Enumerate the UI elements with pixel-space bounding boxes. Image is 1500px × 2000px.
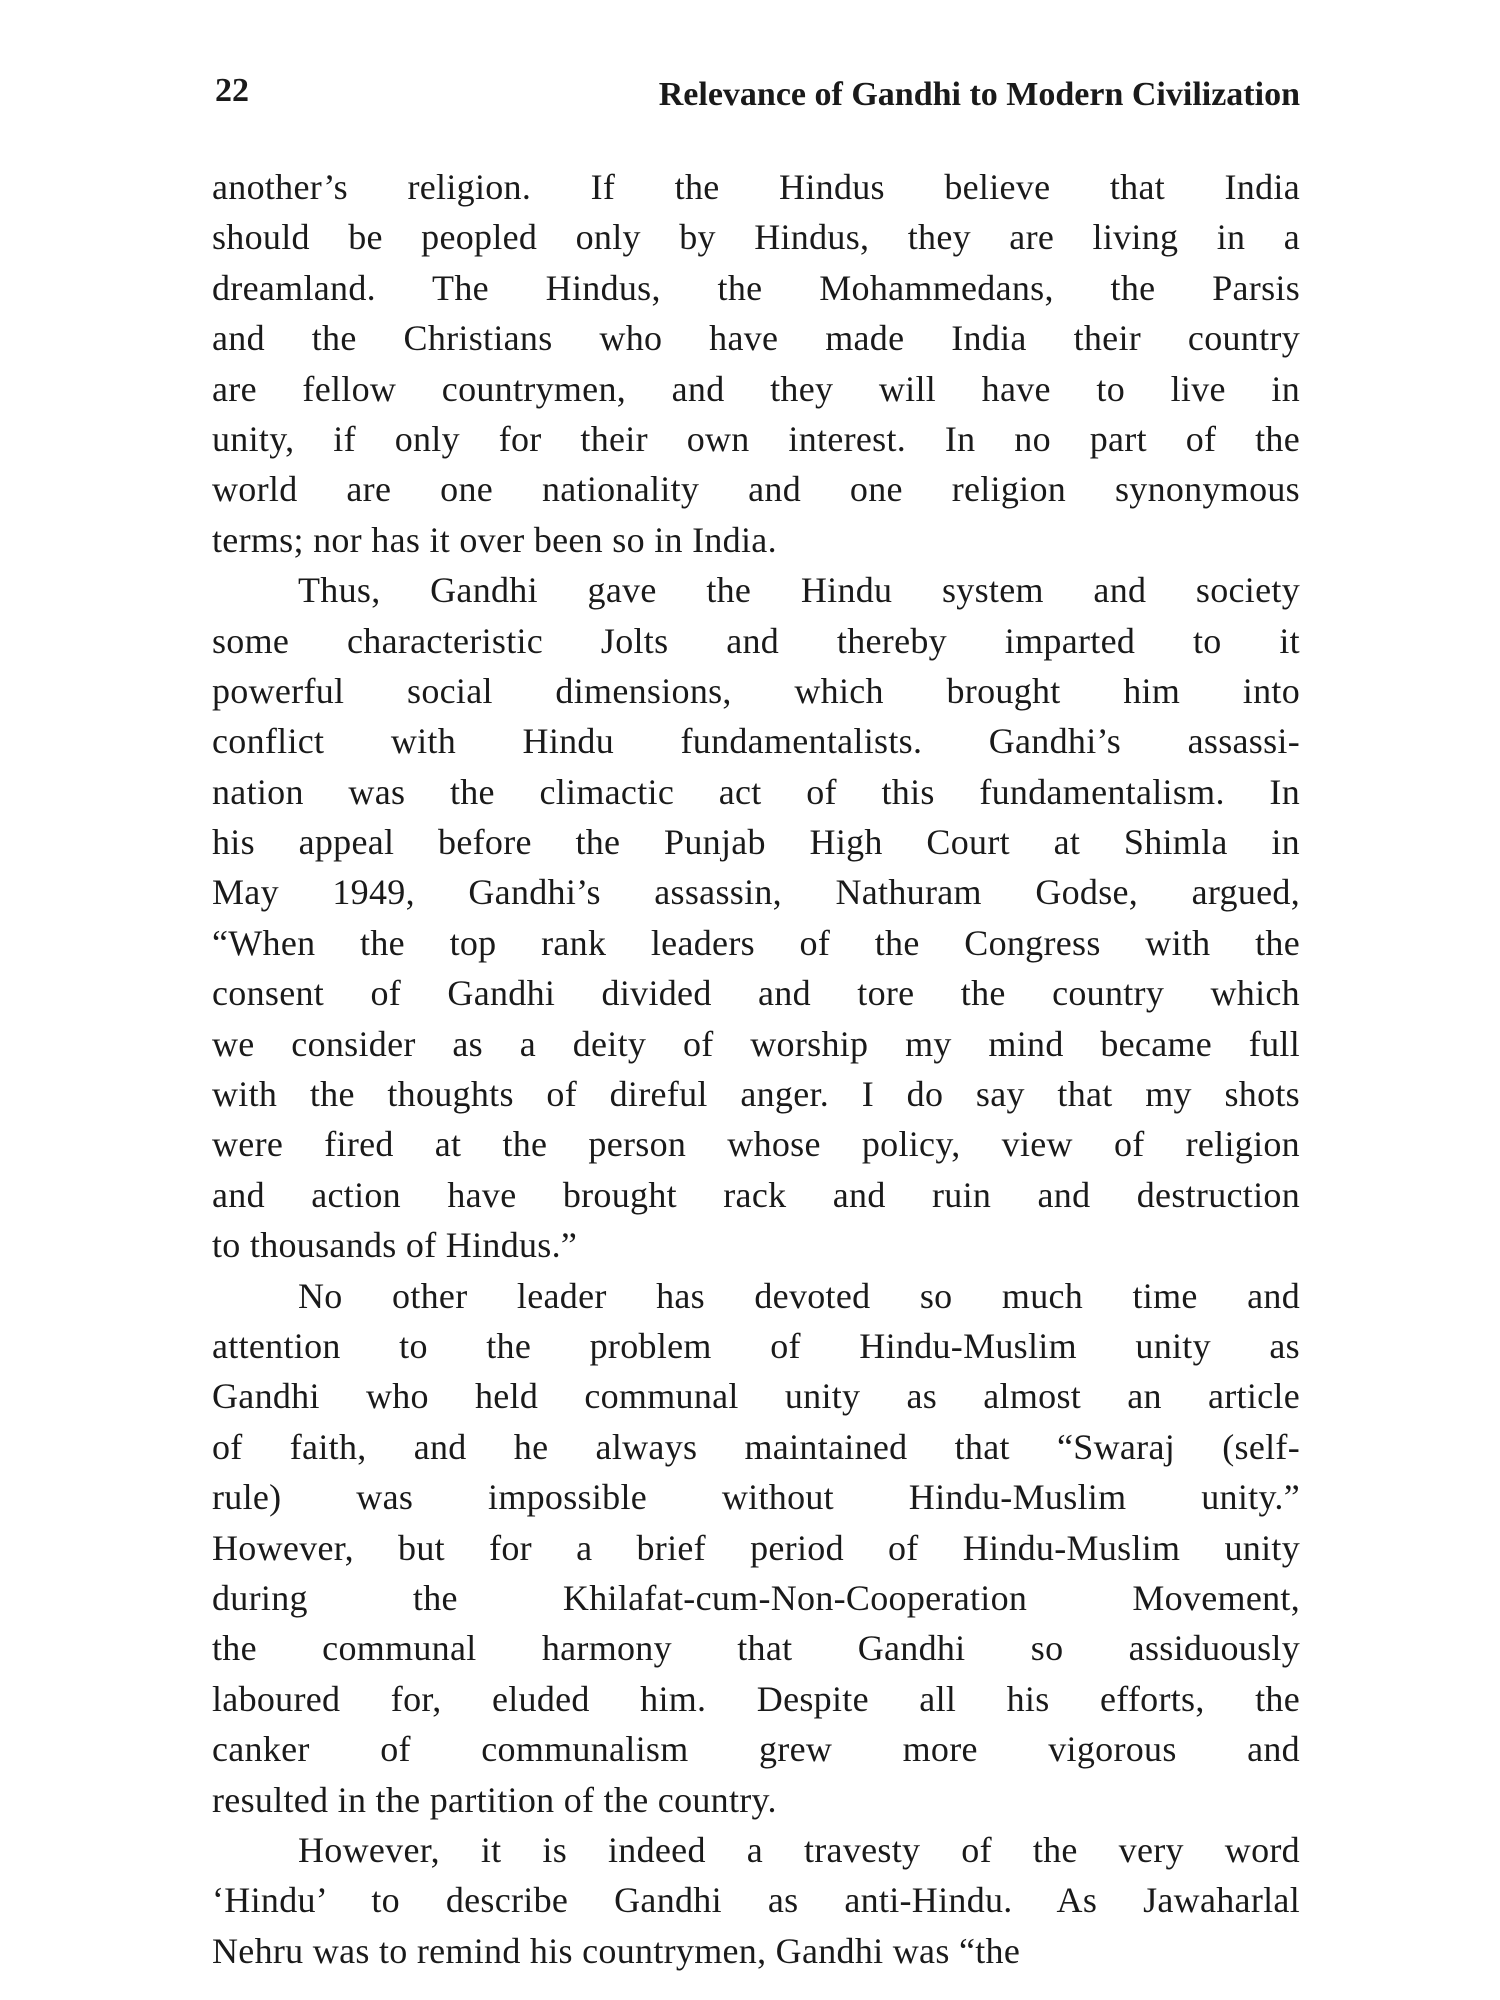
text-line: should be peopled only by Hindus, they are living in a xyxy=(212,217,1300,258)
text-line: world are one nationality and one religion synonymous xyxy=(212,469,1300,510)
text-line: to thousands of Hindus.” xyxy=(212,1225,578,1266)
text-line: No other leader has devoted so much time and xyxy=(298,1275,1300,1316)
page-number: 22 xyxy=(215,72,249,109)
text-line: and the Christians who have made India their country xyxy=(212,318,1300,359)
text-line: Gandhi who held communal unity as almost an article xyxy=(212,1376,1300,1417)
text-line: with the thoughts of direful anger. I do say that my shots xyxy=(212,1074,1300,1115)
text-line: are fellow countrymen, and they will have to live in xyxy=(212,368,1300,409)
text-line: his appeal before the Punjab High Court at Shimla in xyxy=(212,822,1300,863)
text-line: of faith, and he always maintained that “Swaraj (self- xyxy=(212,1426,1300,1467)
text-line: resulted in the partition of the country. xyxy=(212,1779,777,1820)
text-line: were fired at the person whose policy, view of religion xyxy=(212,1124,1300,1165)
text-line: ‘Hindu’ to describe Gandhi as anti-Hindu. As Jawaharlal xyxy=(212,1880,1300,1921)
text-line: laboured for, eluded him. Despite all his efforts, the xyxy=(212,1678,1300,1719)
text-line: Thus, Gandhi gave the Hindu system and society xyxy=(298,570,1300,611)
text-line: conflict with Hindu fundamentalists. Gandhi’s assassi- xyxy=(212,721,1300,762)
text-line: dreamland. The Hindus, the Mohammedans, the Parsis xyxy=(212,267,1300,308)
running-header xyxy=(215,72,1300,116)
text-line: and action have brought rack and ruin and destruction xyxy=(212,1174,1300,1215)
text-line: the communal harmony that Gandhi so assiduously xyxy=(212,1628,1300,1669)
text-line: attention to the problem of Hindu-Muslim unity as xyxy=(212,1325,1300,1366)
text-line: unity, if only for their own interest. In no part of the xyxy=(212,418,1300,459)
text-line: However, it is indeed a travesty of the very word xyxy=(298,1829,1300,1870)
text-line: Nehru was to remind his countrymen, Gandhi was “the xyxy=(212,1930,1021,1971)
text-line: we consider as a deity of worship my mind became full xyxy=(212,1023,1300,1064)
text-line: “When the top rank leaders of the Congress with the xyxy=(212,922,1300,963)
text-line: However, but for a brief period of Hindu-Muslim unity xyxy=(212,1527,1300,1568)
text-line: another’s religion. If the Hindus believe that India xyxy=(212,167,1300,207)
text-line: some characteristic Jolts and thereby imparted to it xyxy=(212,620,1300,661)
text-line: during the Khilafat-cum-Non-Cooperation Movement, xyxy=(212,1577,1300,1618)
text-line: consent of Gandhi divided and tore the country which xyxy=(212,973,1300,1014)
body-text xyxy=(212,162,1300,1976)
text-line: nation was the climactic act of this fundamentalism. In xyxy=(212,771,1300,812)
text-line: terms; nor has it over been so in India. xyxy=(212,519,777,560)
text-line: May 1949, Gandhi’s assassin, Nathuram Godse, argued, xyxy=(212,872,1300,913)
text-line: powerful social dimensions, which brought him into xyxy=(212,670,1300,711)
running-title: Relevance of Gandhi to Modern Civilization xyxy=(658,76,1300,113)
text-line: canker of communalism grew more vigorous and xyxy=(212,1729,1300,1770)
text-line: rule) was impossible without Hindu-Muslim unity.” xyxy=(212,1477,1300,1518)
